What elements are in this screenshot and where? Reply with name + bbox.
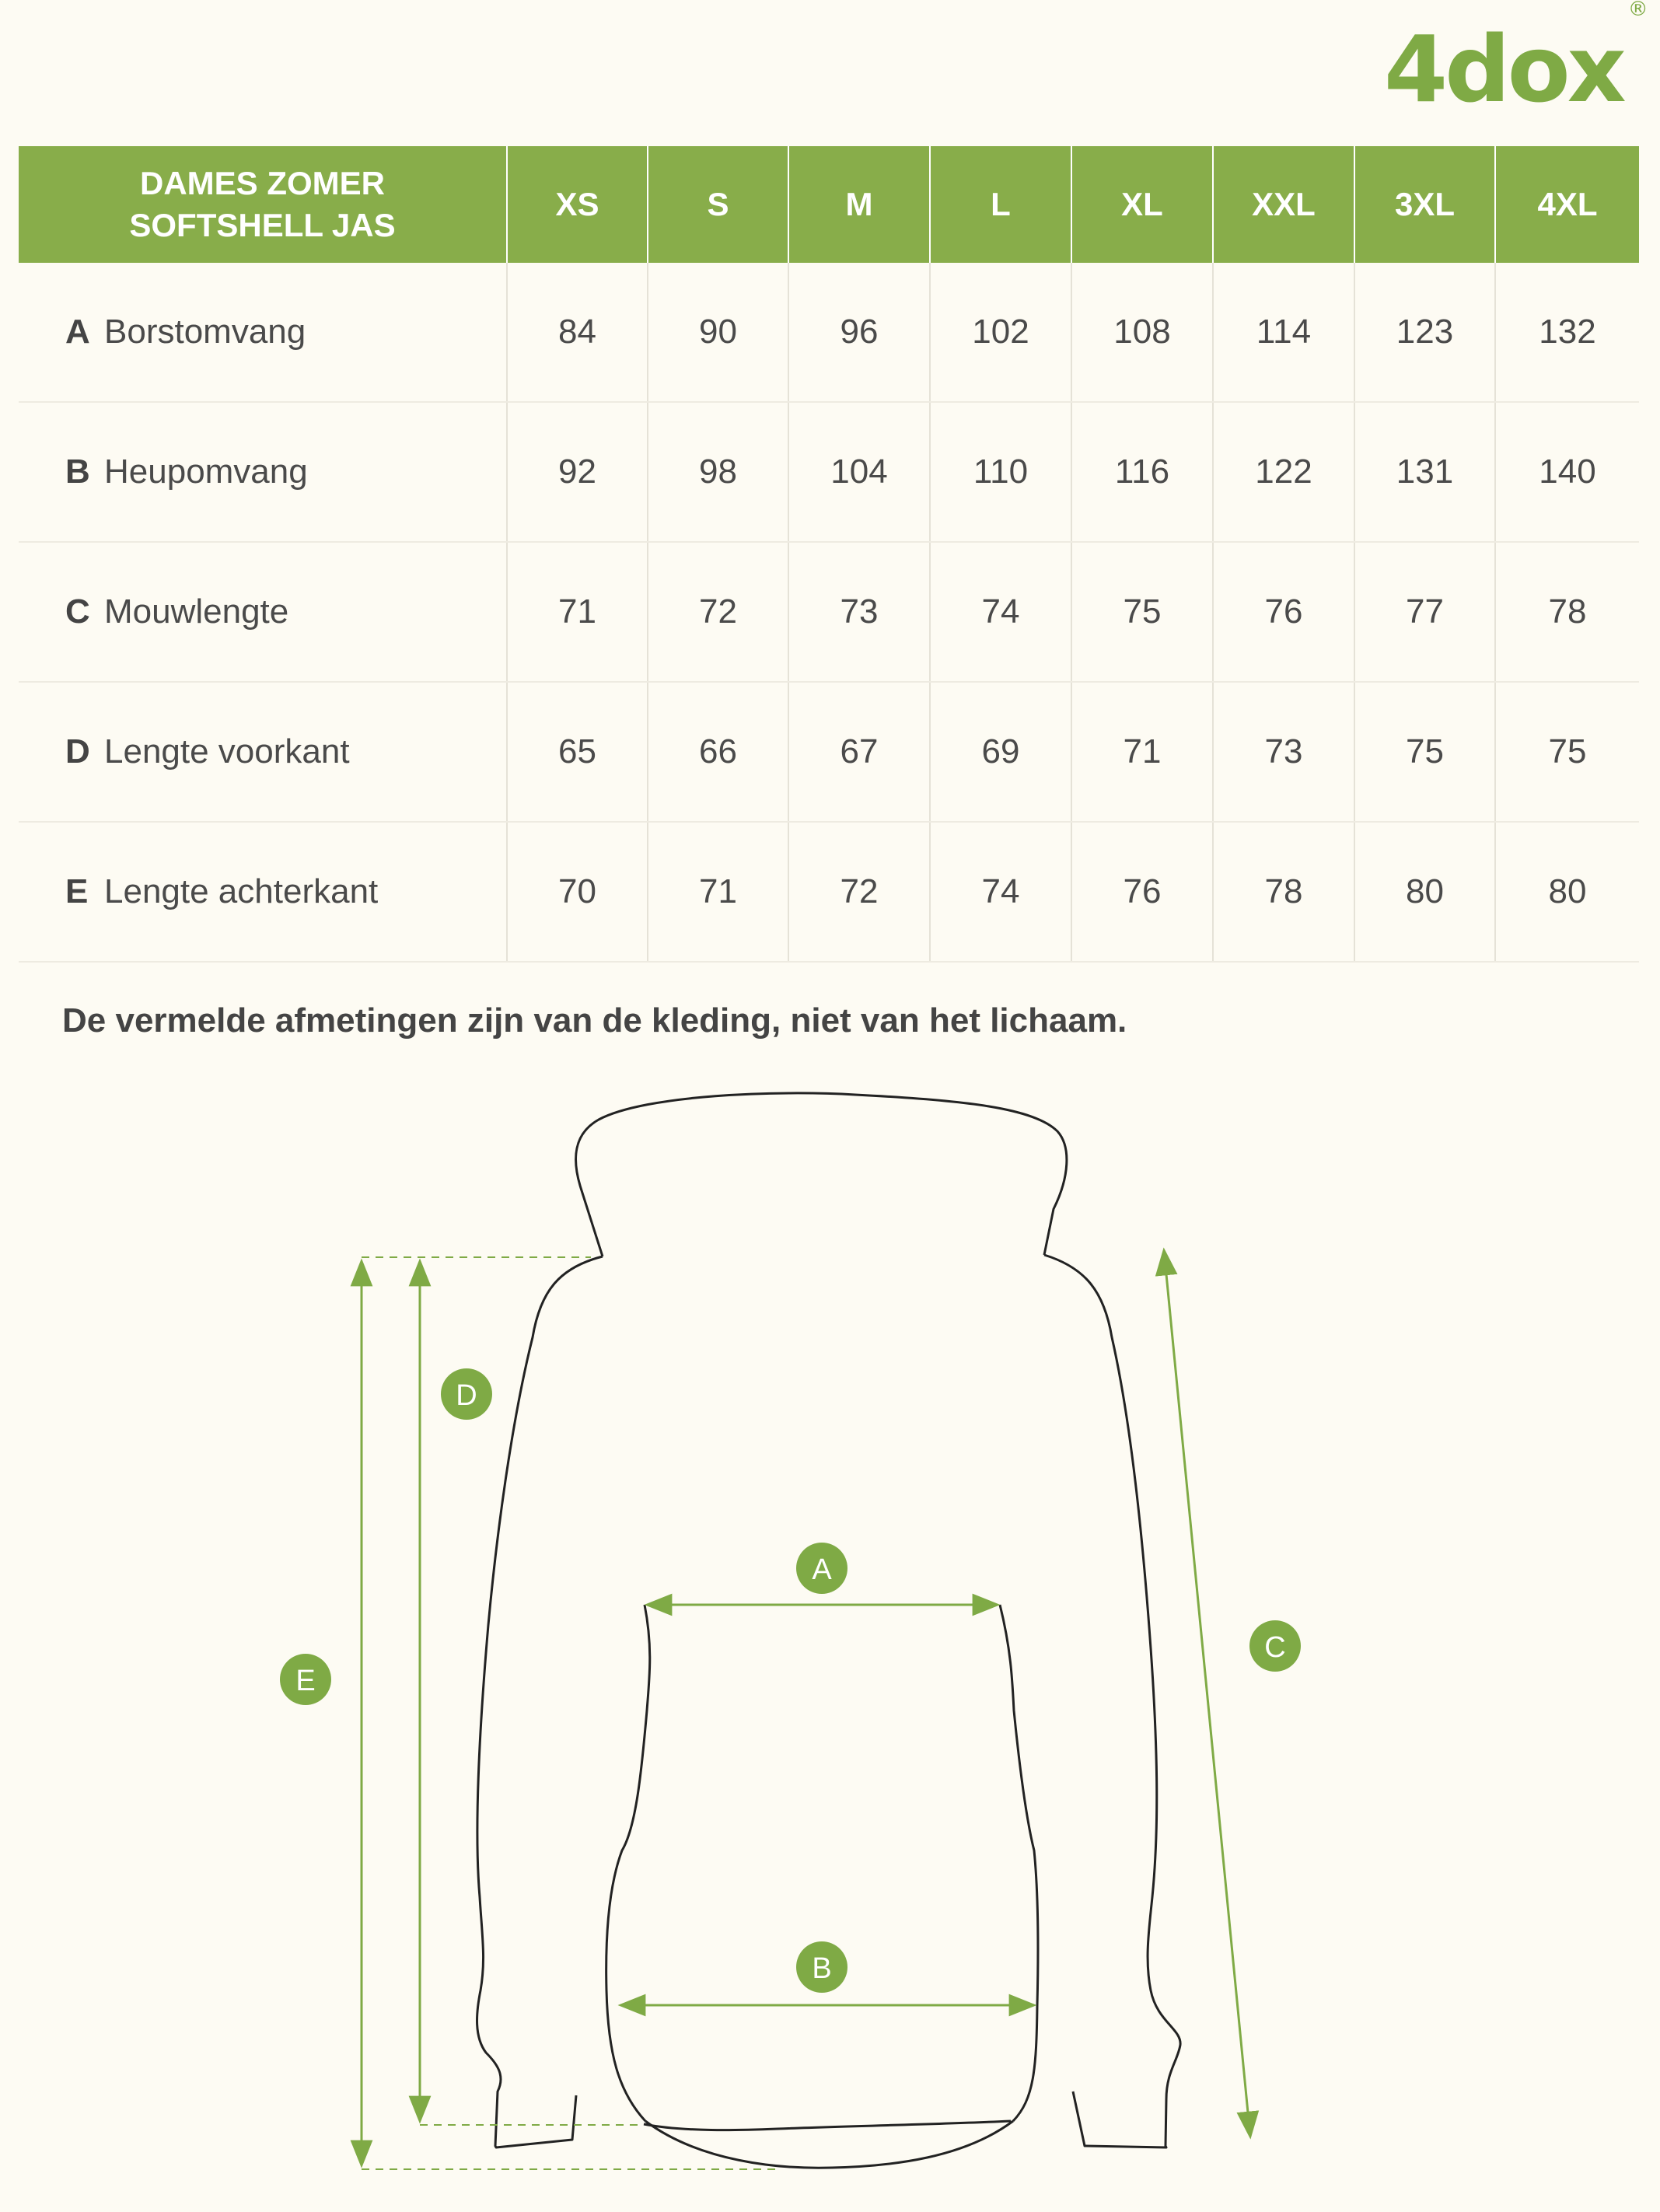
marker-a (796, 1543, 847, 1594)
table-cell: 98 (648, 402, 788, 542)
svg-text:C: C (1264, 1631, 1286, 1664)
table-cell: 70 (507, 822, 648, 962)
table-cell: 67 (788, 682, 930, 822)
table-cell: 90 (648, 263, 788, 402)
table-cell: 77 (1354, 542, 1495, 682)
table-cell: 76 (1071, 822, 1213, 962)
table-cell: 140 (1495, 402, 1639, 542)
jacket-outline (477, 1093, 1181, 2168)
table-cell: 74 (930, 822, 1071, 962)
table-cell: 108 (1071, 263, 1213, 402)
table-cell: 78 (1495, 542, 1639, 682)
table-cell: 104 (788, 402, 930, 542)
table-cell: 114 (1213, 263, 1354, 402)
left-sleeve-inner (606, 1605, 650, 2121)
size-header: 3XL (1354, 146, 1495, 263)
table-cell: 73 (1213, 682, 1354, 822)
table-cell: 131 (1354, 402, 1495, 542)
right-sleeve-inner (1000, 1605, 1038, 2121)
measurement-note: De vermelde afmetingen zijn van de kleding, niet van het lichaam. (62, 1001, 1127, 1040)
table-cell: 73 (788, 542, 930, 682)
table-cell: 71 (507, 542, 648, 682)
size-header: XL (1071, 146, 1213, 263)
table-cell: 69 (930, 682, 1071, 822)
table-cell: 71 (1071, 682, 1213, 822)
hem-inner (644, 2121, 1011, 2130)
table-cell: 80 (1354, 822, 1495, 962)
size-header: M (788, 146, 930, 263)
row-label: C Mouwlengte (19, 542, 507, 682)
marker-e (280, 1654, 331, 1705)
table-cell: 66 (648, 682, 788, 822)
table-cell: 71 (648, 822, 788, 962)
table-cell: 76 (1213, 542, 1354, 682)
measurement-arrows (362, 1250, 1250, 2165)
brand-logo: 4dox® (1384, 0, 1648, 123)
table-cell: 74 (930, 542, 1071, 682)
size-header: 4XL (1495, 146, 1639, 263)
svg-text:B: B (812, 1952, 832, 1985)
row-label: D Lengte voorkant (19, 682, 507, 822)
size-header: S (648, 146, 788, 263)
table-cell: 72 (648, 542, 788, 682)
table-cell: 75 (1071, 542, 1213, 682)
table-cell: 80 (1495, 822, 1639, 962)
table-cell: 96 (788, 263, 930, 402)
table-cell: 92 (507, 402, 648, 542)
table-cell: 116 (1071, 402, 1213, 542)
row-label: E Lengte achterkant (19, 822, 507, 962)
table-cell: 102 (930, 263, 1071, 402)
guide-lines (362, 1257, 778, 2169)
marker-b (796, 1941, 847, 1993)
hood-outline (576, 1093, 1067, 1256)
row-label: B Heupomvang (19, 402, 507, 542)
svg-text:D: D (456, 1379, 477, 1412)
table-cell: 84 (507, 263, 648, 402)
table-title: DAMES ZOMER SOFTSHELL JAS (19, 146, 507, 263)
size-header: L (930, 146, 1071, 263)
table-cell: 75 (1354, 682, 1495, 822)
svg-text:A: A (812, 1553, 832, 1586)
table-cell: 122 (1213, 402, 1354, 542)
row-label: A Borstomvang (19, 263, 507, 402)
marker-c (1249, 1620, 1301, 1672)
table-cell: 123 (1354, 263, 1495, 402)
svg-text:E: E (295, 1665, 316, 1697)
table-cell: 110 (930, 402, 1071, 542)
arrow-c (1164, 1250, 1250, 2137)
size-header: XS (507, 146, 648, 263)
table-cell: 78 (1213, 822, 1354, 962)
size-header: XXL (1213, 146, 1354, 263)
marker-d (441, 1368, 492, 1420)
table-cell: 132 (1495, 263, 1639, 402)
table-cell: 75 (1495, 682, 1639, 822)
right-body-outline (1044, 1255, 1180, 2147)
table-cell: 72 (788, 822, 930, 962)
left-body-outline (477, 1256, 603, 2147)
table-cell: 65 (507, 682, 648, 822)
